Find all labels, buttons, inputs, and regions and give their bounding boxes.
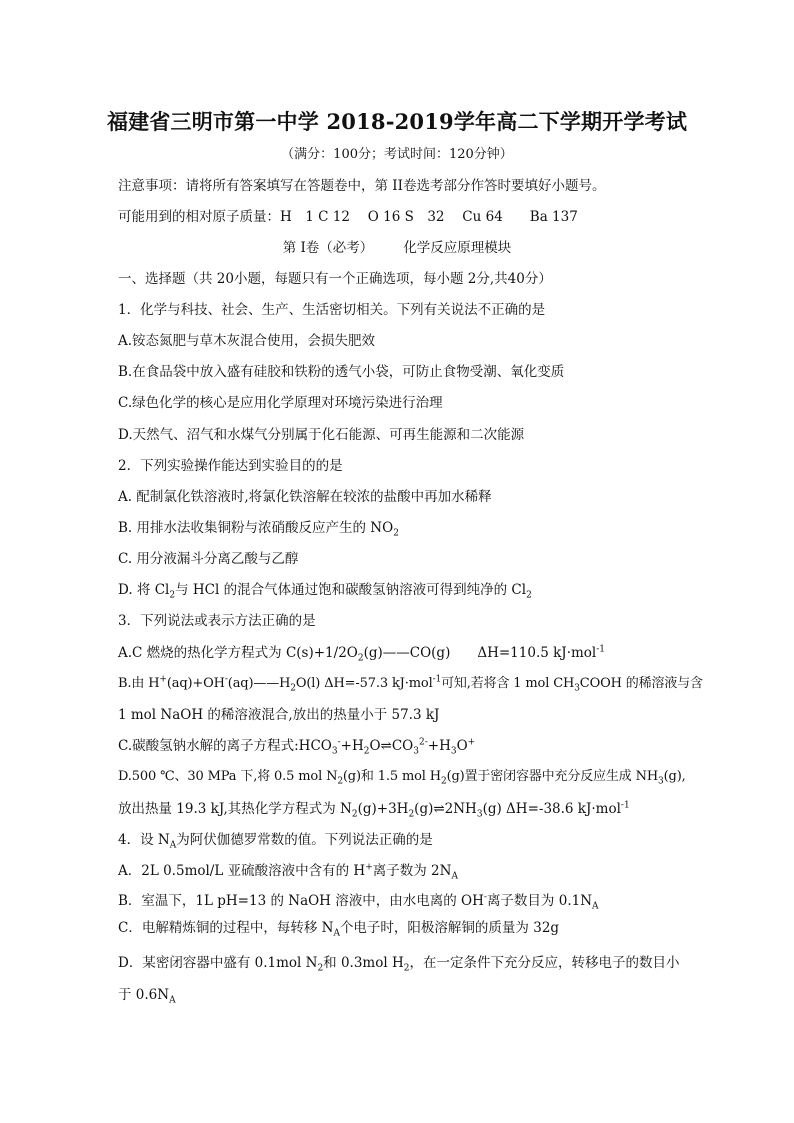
question-1-option-b: B.在食品袋中放入盛有硅胶和铁粉的透气小袋，可防止食物受潮、氧化变质 — [118, 364, 565, 380]
question-3-option-a: A.C 燃烧的热化学方程式为 $C(s)+1/2O_2(g)——CO(g)$ ΔH=110.5 kJ·mol$^{-1}$ — [118, 644, 606, 664]
question-3-option-c: C.碳酸氢钠水解的离子方程式$:HCO_3^-+H_2O\rightleftharpoons CO_3^{2-}+H_3O^+$ — [118, 737, 476, 757]
question-1-option-a: A.铵态氮肥与草木灰混合使用，会损失肥效 — [118, 333, 376, 349]
atomic-masses: 可能用到的相对原子质量：H 1 C 12 O 16 S 32 Cu 64 Ba 137 — [118, 209, 578, 225]
volume-label: 第 I卷（必考） — [282, 240, 374, 256]
question-4-option-c: C．电解精炼铜的过程中，每转移 $N_A$个电子时，阳极溶解铜的质量为 32g — [118, 920, 560, 939]
question-4-option-d-line-2: 于 $0.6N_A$ — [118, 987, 176, 1006]
question-3-option-b-line-2: 1 mol NaOH 的稀溶液混合,放出的热量小于 57.3 kJ — [118, 707, 440, 723]
question-3-option-d-line-1: D.500 ℃、30 MPa 下,将 0.5 mol $N_2(g)$和 1.5 mol $H_2(g)$置于密闭容器中充分反应生成 $NH_3(g)$, — [118, 769, 686, 787]
question-1-option-c: C.绿色化学的核心是应用化学原理对环境污染进行治理 — [118, 395, 443, 411]
question-3-option-d-line-2: 放出热量 19.3 kJ,其热化学方程式为 $N_2(g)+3H_2(g)\rightleftharpoons 2NH_3(g)$ ΔH=-38.6 kJ·mol$^{-1}$ — [118, 800, 630, 820]
question-2-option-a: A. 配制氯化铁溶液时,将氯化铁溶解在较浓的盐酸中再加水稀释 — [118, 489, 492, 505]
part-one-heading: 一、选择题（共 20小题，每题只有一个正确选项，每小题 2分,共40分） — [118, 271, 552, 287]
question-3-option-b-line-1: B.由 $H^+(aq)+OH^-(aq)——H_2O(l)$ ΔH=-57.3 kJ·mol$^{-1}$可知,若将含 1 mol $CH_3COOH$ 的稀溶液与含 — [118, 674, 703, 694]
question-2-stem: 2．下列实验操作能达到实验目的的是 — [118, 458, 343, 474]
question-4-option-a: A．2L 0.5mol/L 亚硫酸溶液中含有的 H+离子数为 $2N_A$ — [118, 862, 458, 882]
notice-text: 注意事项：请将所有答案填写在答题卷中，第 II卷选考部分作答时要填好小题号。 — [118, 178, 606, 194]
question-4-stem: 4．设 $N_A$为阿伏伽德罗常数的值。下列说法正确的是 — [118, 832, 433, 851]
exam-subtitle: （满分：100分；考试时间：120分钟） — [281, 147, 513, 162]
question-2-option-b: B. 用排水法收集铜粉与浓硝酸反应产生的 $NO_2$ — [118, 520, 399, 539]
question-1-stem: 1．化学与科技、社会、生产、生活密切相关。下列有关说法不正确的是 — [118, 302, 546, 318]
question-2-option-c: C. 用分液漏斗分离乙酸与乙醇 — [118, 551, 299, 567]
exam-title: 福建省三明市第一中学 2018-2019学年高二下学期开学考试 — [106, 109, 688, 134]
volume-heading — [0, 239, 794, 257]
module-label: 化学反应原理模块 — [403, 240, 512, 256]
question-4-option-d-line-1: D．某密闭容器中盛有 0.1mol $N_2$和 0.3mol $H_2$，在一定条件下充分反应，转移电子的数目小 — [118, 955, 680, 974]
question-2-option-d: D. 将 $Cl_2$与 HCl 的混合气体通过饱和碳酸氢钠溶液可得到纯净的 $Cl_2$ — [118, 582, 532, 601]
question-4-option-b: B．室温下，1L pH=13 的 NaOH 溶液中，由水电离的 OH-离子数目为 $0.1N_A$ — [118, 892, 599, 912]
question-3-stem: 3．下列说法或表示方法正确的是 — [118, 613, 316, 629]
question-1-option-d: D.天然气、沼气和水煤气分别属于化石能源、可再生能源和二次能源 — [118, 427, 525, 443]
